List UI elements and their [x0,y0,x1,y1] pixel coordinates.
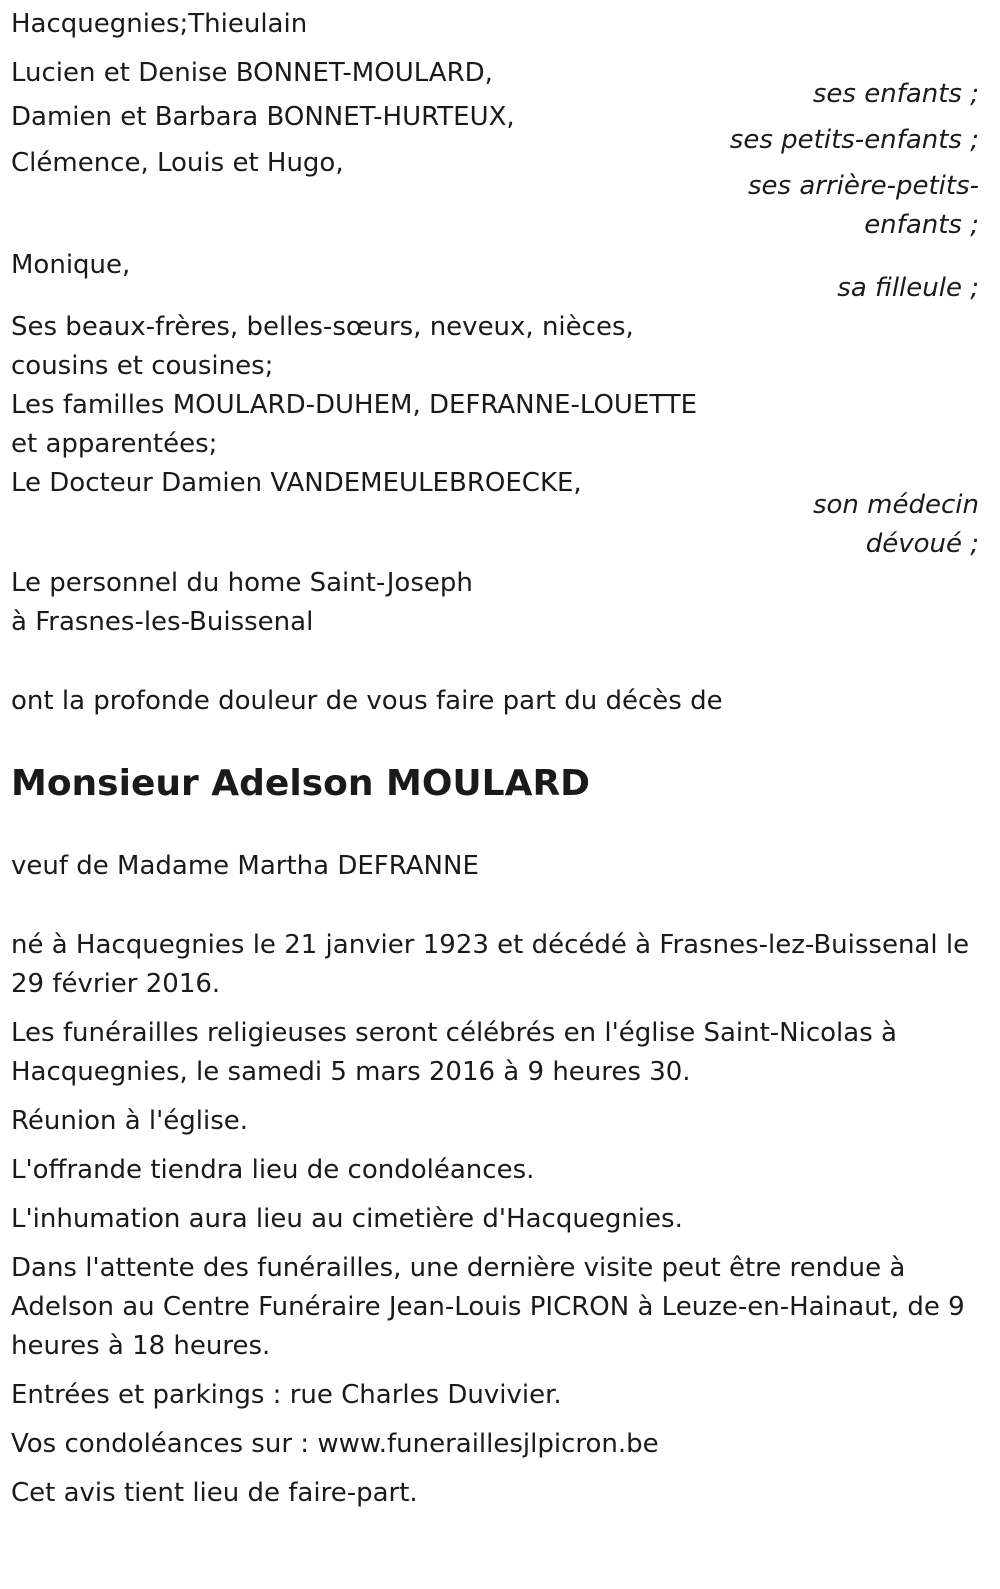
birth-death: né à Hacquegnies le 21 janvier 1923 et décédé à Frasnes-lez-Buissenal le 29 février 2016. [11,930,970,999]
burial-info: L'inhumation aura lieu au cimetière d'Hacquegnies. [11,1204,683,1234]
parking-info: Entrées et parkings : rue Charles Duvivier. [11,1380,562,1410]
staff-line-1: Le personnel du home Saint-Joseph [11,568,473,598]
others-line-1: Ses beaux-frères, belles-sœurs, neveux, nièces, [11,312,634,342]
announcement: ont la profonde douleur de vous faire part du décès de [11,686,723,716]
family-names-children: Lucien et Denise BONNET-MOULARD, [11,58,493,88]
others-line-3: Les familles MOULARD-DUHEM, DEFRANNE-LOUETTE [11,390,698,420]
role-grandchildren: ses petits-enfants ; [729,125,979,155]
visit-info: Dans l'attente des funérailles, une dernière visite peut être rendue à Adelson au Centre Funéraire Jean-Louis PICRON à Leuze-en-Hainaut, de 9 heures à 18 heures. [11,1253,965,1361]
widower-of: veuf de Madame Martha DEFRANNE [11,851,479,881]
family-names-grandchildren: Damien et Barbara BONNET-HURTEUX, [11,102,515,132]
condolences-info: Vos condoléances sur : www.funeraillesjlpicron.be [11,1429,659,1459]
doctor-role-line2: dévoué ; [865,529,979,559]
family-names-great-grandchildren: Clémence, Louis et Hugo, [11,148,344,178]
offering-info: L'offrande tiendra lieu de condoléances. [11,1155,535,1185]
doctor-line: Le Docteur Damien VANDEMEULEBROECKE, [11,468,582,498]
closing-note: Cet avis tient lieu de faire-part. [11,1478,418,1508]
place-header: Hacquegnies;Thieulain [11,9,308,39]
doctor-role-line1: son médecin [812,490,979,520]
funeral-notice [11,5,979,1513]
role-children: ses enfants ; [812,79,979,109]
family-names-goddaughter: Monique, [11,250,131,280]
role-goddaughter: sa filleule ; [837,273,979,303]
meeting-info: Réunion à l'église. [11,1106,249,1136]
staff-line-2: à Frasnes-les-Buissenal [11,607,314,637]
role-great-grandchildren-line2: enfants ; [864,210,979,240]
role-great-grandchildren-line1: ses arrière-petits- [748,171,979,201]
others-line-2: cousins et cousines; [11,351,274,381]
funeral-details: Les funérailles religieuses seront célébrés en l'église Saint-Nicolas à Hacquegnies, le samedi 5 mars 2016 à 9 heures 30. [11,1018,897,1087]
deceased-name: Monsieur Adelson MOULARD [11,763,591,804]
others-line-4: et apparentées; [11,429,218,459]
